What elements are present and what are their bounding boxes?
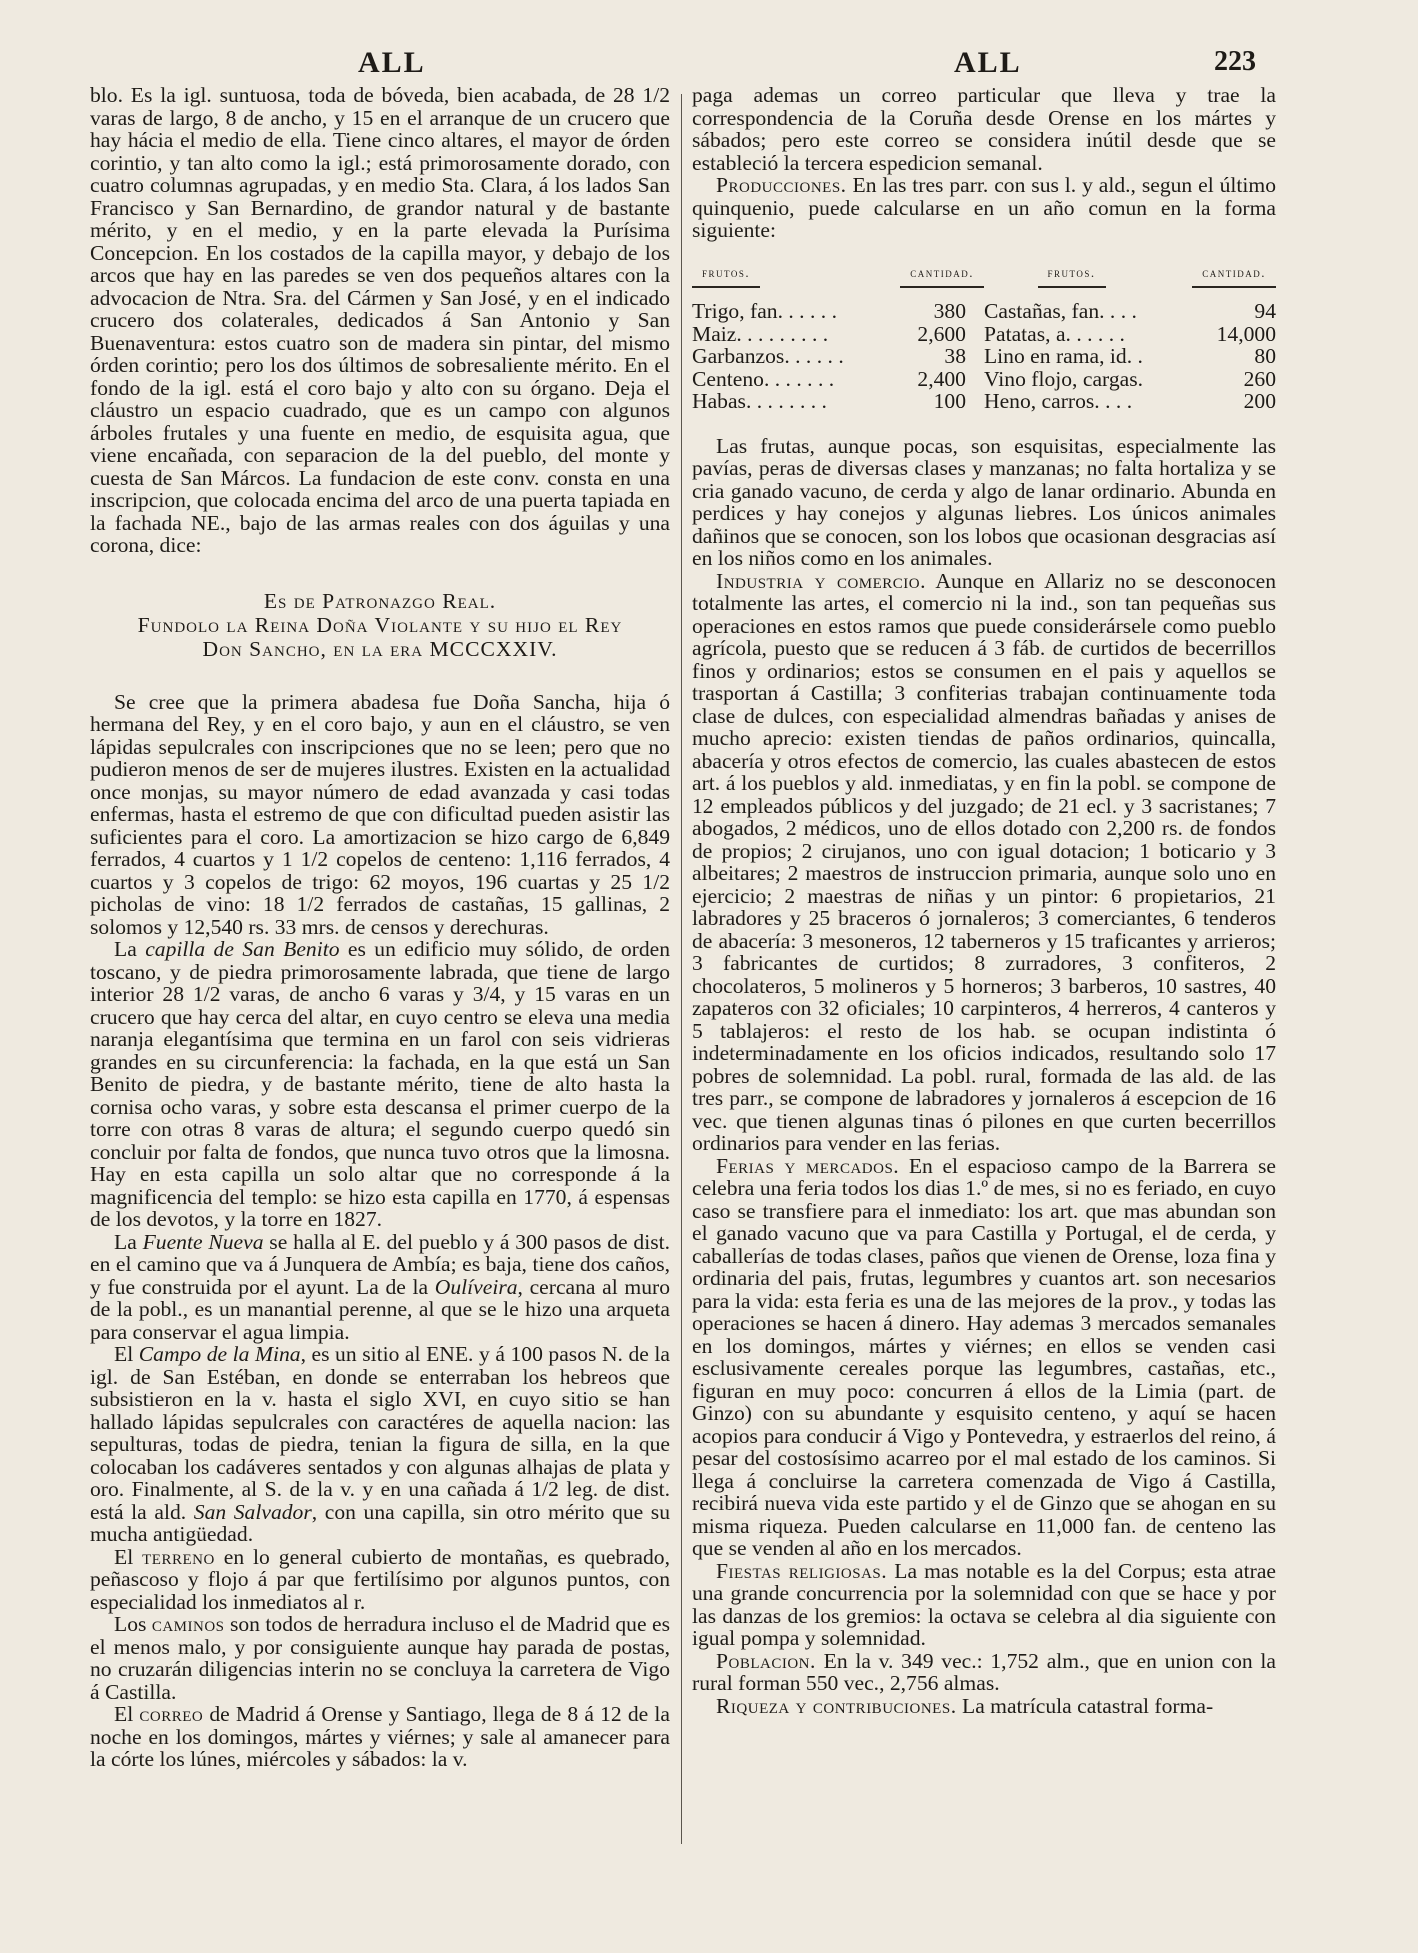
right-column [692,84,1276,1717]
section-term: correo [139,1702,204,1726]
produce-quantity: 38 [944,344,966,368]
inscription-line-3: Don Sancho, en la era MCCCXXIV. [202,636,558,661]
produce-quantity: 200 [1243,389,1276,413]
italic-term: capilla de San Benito [145,937,340,961]
text-run: La mas notable es la del Corpus; esta atrae una grande concurrencia por la solemnidad con que se hace y por las danzas de los gremios: la octava se celebra al dia siguiente con igual pompa y solemnidad. [692,1558,1276,1650]
text-run: La [114,937,137,961]
text-run: son todos de herradura incluso el de Madrid que es el menos malo, y por consiguiente aunque hay parada de postas, no cruzarán diligencias interin no se concluya la carretera de Vigo á Castilla. [90,1612,670,1704]
text-run: en lo general cubierto de montañas, es quebrado, peñascoso y flojo á par que fertilísimo por algunos puntos, con especialidad los inmediatos al r. [90,1544,670,1614]
produce-name: Habas. . . . . . . . [692,389,827,413]
text-run: El [114,1544,134,1569]
section-term: Riqueza y contribuciones. [716,1693,957,1718]
produce-name: Garbanzos. . . . . . [692,344,844,368]
column-header: frutos. [692,262,861,301]
paragraph-producciones [692,174,1276,242]
produce-quantity: 2,400 [917,366,966,391]
column-header: frutos. [984,262,1159,301]
column-header: cantidad. [861,262,984,301]
produce-name: Vino flojo, cargas. [983,366,1144,391]
running-head-right: ALL [954,46,1022,79]
produce-table [692,262,1276,413]
running-head-left: ALL [358,46,426,79]
table-row [692,368,1276,391]
left-column [90,84,670,1771]
produce-name: Castañas, fan. . . . [983,299,1137,323]
table-row [692,323,1276,346]
italic-term: Campo de la Mina [138,1342,301,1366]
column-header: cantidad. [1159,262,1276,301]
paragraph-caminos [90,1613,670,1703]
section-term: Industria y comercio. [716,568,927,593]
text-run: se halla al E. del pueblo y á 300 pasos de dist. en el camino que va á Junquera de Ambía; es baja, tiene dos caños, y fue construida por el ayunt. La de la [90,1229,670,1299]
produce-quantity: 100 [933,389,966,413]
text-run: El [114,1702,134,1726]
inscription-line-2: Fundolo la Reina Doña Violante y su hijo el Rey [137,612,623,637]
inscription-line-1: Es de Patronazgo Real. [263,588,497,613]
section-term: terreno [142,1544,215,1569]
inscription [90,589,670,661]
paragraph-industria [692,570,1276,1155]
produce-quantity: 2,600 [917,321,966,346]
section-term: caminos [151,1612,225,1636]
section-term: Poblacion. [716,1648,816,1673]
produce-name: Trigo, fan. . . . . . [692,299,837,323]
section-term: Ferias y mercados. [716,1153,900,1178]
paragraph-riqueza [692,1695,1276,1718]
text-run: En las tres parr. con sus l. y ald., segun el último quinquenio, puede calcularse en un año comun en la forma siguiente: [692,173,1276,242]
table-row [692,390,1276,413]
produce-quantity: 380 [933,299,966,323]
paragraph-abadesa: Se cree que la primera abadesa fue Doña Sancha, hija ó hermana del Rey, y en el coro bajo, y aun en el cláustro, se ven lápidas sepulcrales con inscripciones que no se leen; pero que no pudieron menos de ser de mujeres ilustres. Existen en la actualidad once monjas, su mayor número de edad avanzada y casi todas enfermas, hasta el estremo de que con dificultad pueden asistir las suficientes para el coro. La amortizacion se hizo cargo de 6,849 ferrados, 4 cuartos y 1 1/2 copelos de centeno: 1,116 ferrados, 4 cuartos y 3 copelos de trigo: 62 moyos, 196 cuartas y 25 1/2 picholas de vino: 18 1/2 ferrados de castañas, 15 gallinas, 2 solomos y 12,540 rs. 33 mrs. de censos y derechuras. [90,689,670,939]
column-divider [681,94,682,1844]
produce-name: Maiz. . . . . . . . . [692,321,829,346]
text-run: , con una capilla, sin otro mérito que su mucha antigüedad. [90,1499,670,1546]
paragraph-poblacion [692,1650,1276,1695]
paragraph-campo-mina [90,1343,670,1546]
text-run: En el espacioso campo de la Barrera se celebra una feria todos los dias 1.º de mes, si no es feriado, en cuyo caso se transfiere para el inmediato: los art. que mas abundan son el ganado vacuno que va para Castilla y Portugal, el de cerda, y caballerías de todas clases, paños que vienen de Orense, loza fina y ordinaria del pais, frutas, legumbres y cuantos art. son necesarios para la vida: esta feria es una de las mejores de la prov., y todas las operaciones se hacen á dinero. Hay ademas 3 mercados semanales en los domingos, mártes y viérnes; en ellos se venden casi esclusivamente cereales porque las legumbres, castañas, etc., figuran en muy poco: concurren á ellos de la Limia (part. de Ginzo) con su abundante y esquisito centeno, y aquí se hacen acopios para conducir á Vigo y Pontevedra, y estraerlos del reino, á pesar del costosísimo acarreo por el mal estado de los caminos. Si llega á concluirse la carretera comenzada de Vigo á Castilla, recibirá nueva vida este partido y el de Ginzo que se ahogan en su misma riqueza. Pueden calcularse en 11,000 fan. de centeno las que se venden al año en los mercados. [692,1153,1276,1560]
text-run: es un edificio muy sólido, de orden toscano, y de piedra primorosamente labrada, que tiene de largo interior 28 1/2 varas, de ancho 6 varas y 3/4, y 15 varas en un crucero que hay cerca del altar, en cuyo centro se eleva una media naranja elegantísima que termina en un farol con seis vidrieras grandes en su circunferencia: la fachada, en la que está un San Benito de piedra, y de bastante mérito, tiene de alto hasta la cornisa ocho varas, y sobre esta descansa el primer cuerpo de la torre con otras 8 varas de altura; el segundo cuerpo quedó sin concluir por falta de fondos, que nunca tuvo otros que la limosna. Hay en esta capilla un solo altar que no corresponde á la magnificencia del templo: se hizo esta capilla en 1770, á espensas de los devotos, y la torre en 1827. [90,937,670,1231]
paragraph-church: blo. Es la igl. suntuosa, toda de bóveda, bien acabada, de 28 1/2 varas de largo, 8 de ancho, y 15 en el arranque de un crucero que hay hácia el medio de ella. Tiene cinco altares, el mayor de órden corintio, y tan alto como la igl.; está primorosamente dorado, con cuatro columnas agrupadas, y en medio Sta. Clara, á los lados San Francisco y San Bernardino, de grandor natural y de bastante mérito, y en el medio, y en la parte elevada la Purísima Concepcion. En los costados de la capilla mayor, y debajo de los arcos que hay en las paredes se ven dos pequeños altares con la advocacion de Ntra. Sra. del Cármen y San José, y en el indicado crucero dos colaterales, dedicados á San Antonio y San Buenaventura: estos cuatro son de madera sin pintar, del mismo órden corintio; pero los dos últimos de sobresaliente mérito. En el fondo de la igl. está el coro bajo y alto con su órgano. Deja el cláustro un espacio cuadrado, que es un campo con algunos árboles frutales y una fuente en medio, de esquisita agua, que viene encañada, con separacion de la del pueblo, del monte y cuesta de San Márcos. La fundacion de este conv. consta en una inscripcion, que colocada encima del arco de una puerta tapiada en la fachada NE., bajo de las armas reales con dos águilas y una corona, dice: [90,83,670,557]
italic-term: Fuente Nueva [142,1229,264,1254]
paragraph-terreno [90,1546,670,1614]
text-run: La [114,1229,137,1254]
produce-name: Heno, carros. . . . [983,389,1133,413]
paragraph-fiestas [692,1560,1276,1650]
page-number: 223 [1214,46,1256,77]
produce-quantity: 260 [1243,366,1276,391]
text-run: Los [114,1612,147,1636]
text-run: , es un sitio al ENE. y á 100 pasos N. de la igl. de San Estéban, en donde se enterraban los hebreos que subsistieron en la v. hasta el siglo XVI, en cuyo sitio se han hallado lápidas sepulcrales con caractéres de aquella nacion: las sepulturas, todas de piedra, tenian la figura de silla, en la que colocaban los cadáveres sentados y con algunas alhajas de plata y oro. Finalmente, al S. de la v. y en una cañada á 1/2 leg. de dist. está la ald. [90,1342,670,1524]
paragraph-correo [90,1703,670,1771]
section-term: Fiestas religiosas. [716,1558,888,1583]
text-run: Aunque en Allariz no se desconocen totalmente las artes, el comercio ni la ind., son tan pequeñas sus operaciones en estos ramos que puede considerársele como pueblo agrícola, puesto que se reducen á 3 fáb. de curtidos de becerrillos finos y ordinarios; estos se consumen en el pais y aquellos se trasportan á Castilla; 3 confiterias trabajan continuamente toda clase de dulces, con especialidad almendras bañadas y anises de mucho aprecio: existen tiendas de paños ordinarios, quincalla, abacería y otros efectos de comercio, las cuales abastecen de estos art. á los pueblos y ald. inmediatas, y en fin la pobl. se compone de 12 empleados públicos y del juzgado; de 21 ecl. y 3 sacristanes; 7 abogados, 2 médicos, uno de ellos dotado con 2,200 rs. de fondos de propios; 2 cirujanos, uno con igual dotacion; 1 boticario y 3 albeitares; 2 maestros de instruccion primaria, aunque solo uno en ejercicio; 2 maestras de niñas y un pintor: 6 propietarios, 21 labradores y 25 braceros ó jornaleros; 3 comerciantes, 6 tenderos de abacería: 3 mesoneros, 12 taberneros y 15 traficantes y arrieros; 3 fabricantes de curtidos; 8 zurradores, 3 confiteros, 2 chocolateros, 5 molineros y 5 horneros; 3 barberos, 10 sastres, 40 zapateros con 32 oficiales; 10 carpinteros, 4 herreros, 4 canteros y 5 tablajeros: el resto de los hab. se ocupan indistinta ó indeterminadamente en los oficios indicados, resultando solo 17 pobres de solemnidad. La pobl. rural, formada de las ald. de las tres parr., se compone de labradores y jornaleros á escepcion de 16 vec. que tienen algunas tinas ó pilones en que curten becerrillos ordinarios para vender en las ferias. [692,568,1276,1155]
produce-name: Centeno. . . . . . . [692,366,835,391]
paragraph-fuente [90,1231,670,1344]
produce-name: Lino en rama, id. . [983,344,1143,368]
paragraph-ferias [692,1155,1276,1560]
produce-quantity: 14,000 [1216,321,1276,346]
text-run: , cercana al muro de la pobl., es un manantial perenne, al que se le hizo una arqueta para conservar el agua limpia. [90,1274,670,1344]
text-run: La matrícula catastral forma- [962,1693,1214,1718]
text-run: En la v. 349 vec.: 1,752 alm., que en union con la rural forman 550 vec., 2,756 almas. [692,1648,1276,1695]
italic-term: San Salvador [193,1499,312,1524]
table-row [692,345,1276,368]
text-run: El [114,1342,134,1366]
table-row [692,300,1276,323]
produce-name: Patatas, a. . . . . . [983,321,1125,346]
italic-term: Oulíveira [434,1274,518,1299]
produce-quantity: 80 [1254,344,1276,368]
paragraph-frutas: Las frutas, aunque pocas, son esquisitas, especialmente las pavías, peras de diversas clases y manzanas; no falta hortaliza y se cria ganado vacuno, de cerda y algo de lanar ordinario. Abunda en perdices y hay conejos y algunas liebres. Los únicos animales dañinos que se conocen, son los lobos que ocasionan desgracias así en los niños como en los animales. [692,433,1276,570]
table-header-row [692,262,1276,301]
paragraph-capilla [90,938,670,1231]
text-run: de Madrid á Orense y Santiago, llega de 8 á 12 de la noche en los domingos, mártes y viérnes; y sale al amanecer para la córte los lúnes, miércoles y sábados: la v. [90,1702,670,1771]
produce-quantity: 94 [1254,299,1276,323]
paragraph-correo-cont: paga ademas un correo particular que lleva y trae la correspondencia de la Coruña desde Orense en los mártes y sábados; pero este correo se considera inútil desde que se estableció la tercera espedicion semanal. [692,83,1276,175]
section-term: Producciones. [716,173,847,197]
